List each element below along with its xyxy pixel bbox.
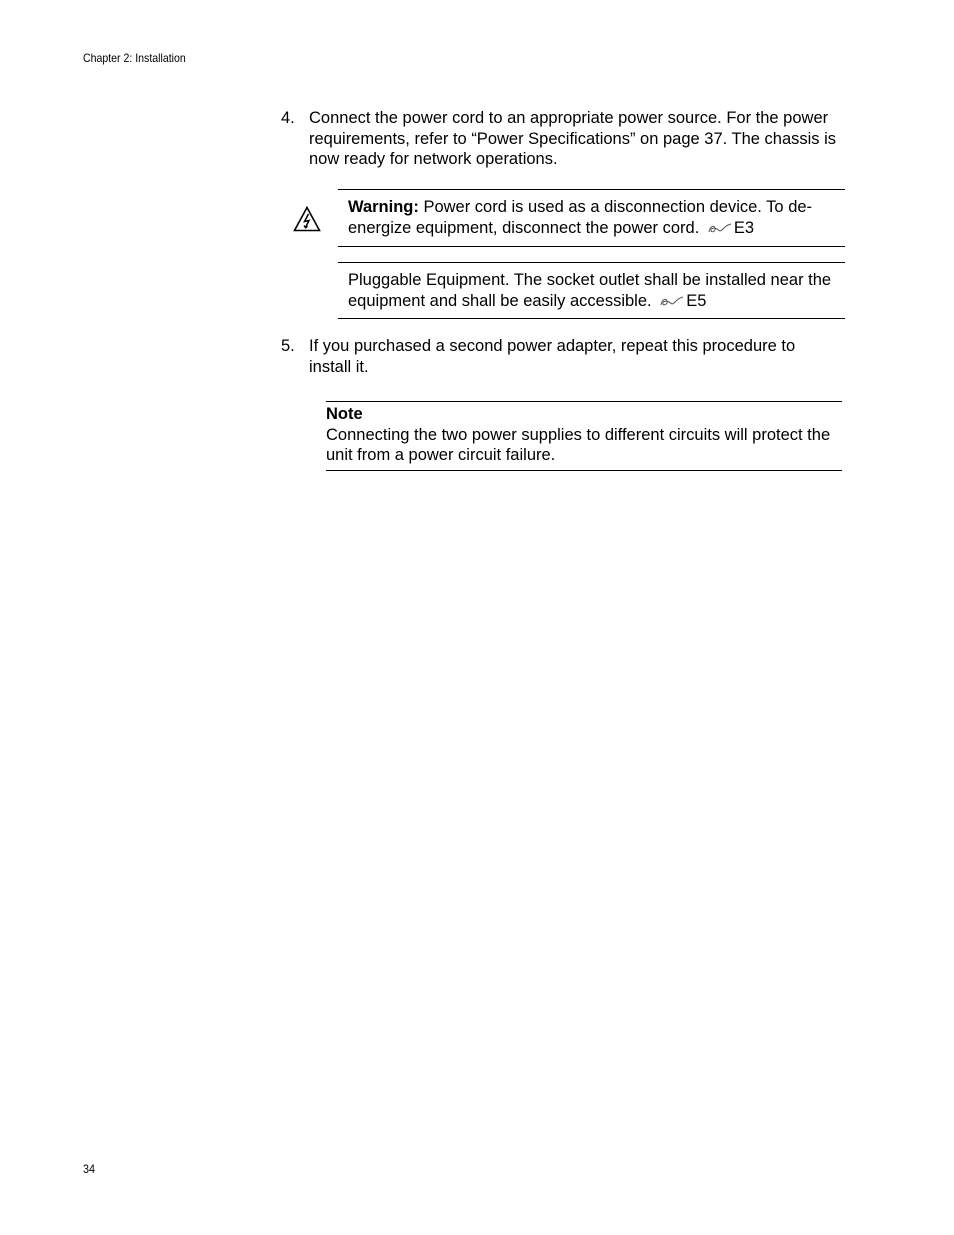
pluggable-text: Pluggable Equipment. The socket outlet shall be installed near the equipment and shall be easily accessible.: [348, 271, 832, 310]
note-box: [326, 404, 842, 466]
note-top-rule: [326, 401, 842, 402]
note-text: Connecting the two power supplies to different circuits will protect the unit from a power circuit failure.: [326, 425, 831, 464]
electrical-hazard-icon: [293, 206, 321, 232]
step-number: 5.: [281, 337, 295, 355]
step-text: If you purchased a second power adapter, repeat this procedure to install it.: [309, 337, 796, 376]
warning-callout: [348, 197, 843, 238]
step-number: 4.: [281, 109, 295, 127]
note-title: Note: [326, 405, 363, 423]
page-number: 34: [83, 1162, 96, 1176]
warning-top-rule: [338, 189, 845, 190]
warning-code: E3: [733, 218, 755, 237]
warning-text: Power cord is used as a disconnection device. To de-energize equipment, disconnect the power cord.: [348, 198, 813, 237]
step-text: Connect the power cord to an appropriate power source. For the power requirements, refer to “Power Specifications” on page 37. The chassis is now ready for network operations.: [309, 109, 837, 168]
translation-mark-icon: [659, 295, 685, 307]
note-bottom-rule: [326, 470, 842, 471]
step-4: [281, 108, 841, 172]
running-header: Chapter 2: Installation: [83, 51, 186, 65]
pluggable-bottom-rule: [338, 318, 845, 319]
pluggable-top-rule: [338, 262, 845, 263]
warning-bottom-rule: [338, 246, 845, 247]
warning-label: Warning:: [348, 198, 419, 216]
step-5: [281, 336, 841, 380]
translation-mark-icon: [707, 222, 733, 234]
pluggable-code: E5: [686, 291, 707, 310]
pluggable-callout: [348, 270, 843, 311]
